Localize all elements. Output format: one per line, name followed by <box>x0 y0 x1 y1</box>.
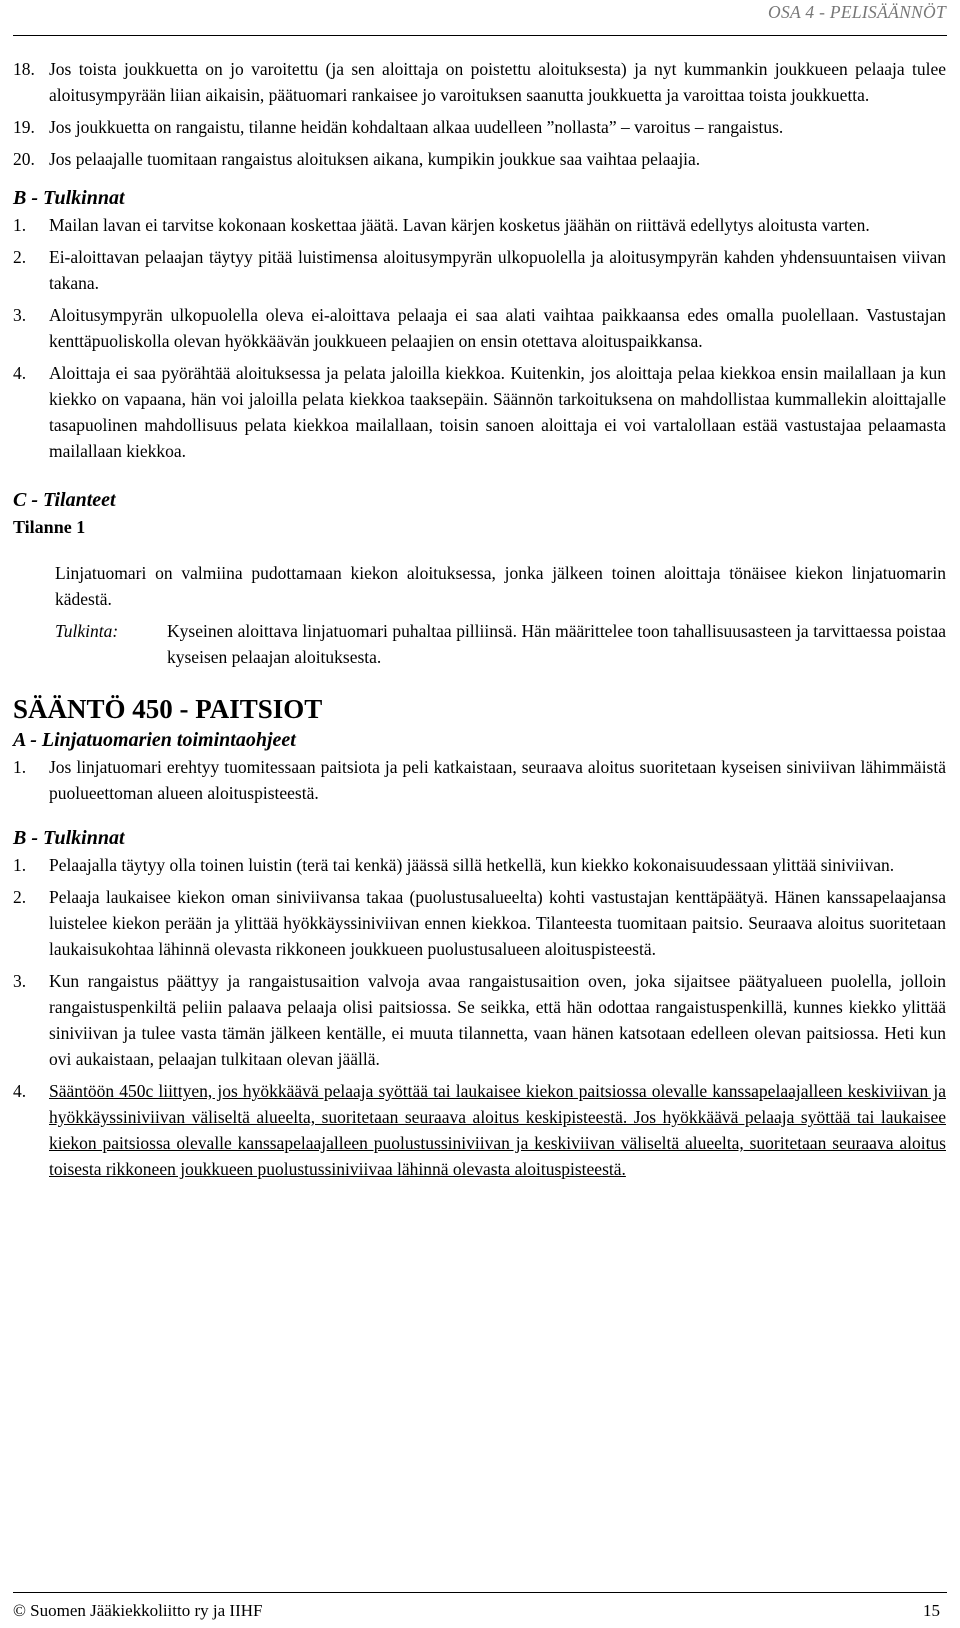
rule-title: SÄÄNTÖ 450 - PAITSIOT <box>13 694 323 724</box>
item-text: Jos joukkuetta on rangaistu, tilanne heidän kohdaltaan alkaa uudelleen ”nollasta” – varoitus – rangaistus. <box>49 117 784 137</box>
item-text: Aloittaja ei saa pyörähtää aloituksessa ja pelata jaloilla kiekkoa. Kuitenkin, jos aloittaja pelaa kiekkoa ensin mailallaan ja kun kiekko on vapaana, hän voi jaloilla pelata kiekkoa taaksepäin. Säännön tarkoituksena on mahdollistaa kummallekin aloittajalle tasapuolinen mahdollisuus pelata kiekkoa mailallaan, toisin sanoen aloittaja ei voi vartalollaan estää vastustajaa pelaamasta mailallaan kiekkoa. <box>49 363 946 461</box>
list-item <box>13 244 946 296</box>
list-item <box>13 754 946 806</box>
page-number: 15 <box>923 1601 940 1620</box>
item-text: Ei-aloittavan pelaajan täytyy pitää luistimensa aloitusympyrän ulkopuolella ja aloitusympyrän kahden yhdensuuntaisen viivan takana. <box>49 247 946 293</box>
section-heading-a: A - Linjatuomarien toimintaohjeet <box>13 729 296 751</box>
section-heading-b: B - Tulkinnat <box>13 187 125 209</box>
item-number: 1. <box>13 215 27 235</box>
interpretation <box>55 618 946 670</box>
interpretation-label: Tulkinta: <box>55 621 119 641</box>
case-text: Linjatuomari on valmiina pudottamaan kiekon aloituksessa, jonka jälkeen toinen aloittaja tönäisee kiekon linjatuomarin kädestä. <box>55 563 946 609</box>
section-heading-c: C - Tilanteet <box>13 489 116 511</box>
list-item <box>13 968 946 1072</box>
item-text: Jos linjatuomari erehtyy tuomitessaan paitsiota ja peli katkaistaan, seuraava aloitus suoritetaan kyseisen siniviivan lähimmäistä puolueettoman alueen aloituspisteestä. <box>49 757 946 803</box>
header-rule <box>13 35 947 36</box>
item-text: Jos toista joukkuetta on jo varoitettu (ja sen aloittaja on poistettu aloituksesta) ja nyt kummankin joukkueen pelaaja tulee aloitusympyrään liian aikaisin, päätuomari rankaisee jo varoituksen saanutta joukkuetta ja varoittaa toista joukkuetta. <box>49 59 946 105</box>
item-number: 2. <box>13 247 27 267</box>
footer-copyright: © Suomen Jääkiekkoliitto ry ja IIHF <box>13 1601 263 1620</box>
page-content <box>13 56 946 1182</box>
item-number: 1. <box>13 757 27 777</box>
footer-rule <box>13 1592 947 1593</box>
item-text-underlined: Sääntöön 450c liittyen, jos hyökkäävä pelaaja syöttää tai laukaisee kiekon paitsiossa olevalle kanssapelaajalleen keskiviivan ja hyökkäyssiniviivan väliseltä alueelta, suoritetaan seuraava aloitus keskipisteestä. Jos hyökkäävä pelaaja syöttää tai laukaisee kiekon paitsiossa olevalle kanssapelaajalleen puolustussiniviivan ja keskiviivan väliseltä alueelta, suoritetaan seuraava aloitus toisesta rikkoneen joukkueen puolustussiniviivaa lähinnä olevasta aloituspisteestä. <box>49 1081 946 1179</box>
list-item <box>13 1078 946 1182</box>
section-heading-b: B - Tulkinnat <box>13 827 125 849</box>
item-number: 20. <box>13 149 35 169</box>
item-text: Pelaajalla täytyy olla toinen luistin (terä tai kenkä) jäässä sillä hetkellä, kun kiekko kokonaisuudessaan ylittää siniviivan. <box>49 855 895 875</box>
item-text: Jos pelaajalle tuomitaan rangaistus aloituksen aikana, kumpikin joukkue saa vaihtaa pelaajia. <box>49 149 701 169</box>
list-item <box>13 852 946 878</box>
item-number: 4. <box>13 1081 27 1101</box>
case-title: Tilanne 1 <box>13 517 86 537</box>
list-item <box>13 884 946 962</box>
interpretation-text: Kyseinen aloittava linjatuomari puhaltaa pilliinsä. Hän määrittelee toon tahallisuusasteen ja tarvittaessa poistaa kyseisen pelaajan aloituksesta. <box>167 621 946 667</box>
item-number: 2. <box>13 887 27 907</box>
running-header: OSA 4 - PELISÄÄNNÖT <box>768 2 946 22</box>
list-item <box>13 212 946 238</box>
item-text: Kun rangaistus päättyy ja rangaistusaition valvoja avaa rangaistusaition oven, joka sijaitsee päätyalueen puolella, jolloin rangaistuspenkiltä peliin palaava pelaaja olisi paitsiossa. Se seikka, että hän odottaa rangaistuspenkillä, kunnes kiekko ylittää siniviivan ja tulee vasta tämän jälkeen kentälle, ei muuta tilannetta, vaan hänen katsotaan edelleen olevan paitsiossa. Heti kun ovi aukaistaan, pelaajan tulkitaan olevan jäällä. <box>49 971 946 1069</box>
list-item <box>13 146 946 172</box>
item-number: 3. <box>13 305 27 325</box>
list-item <box>13 360 946 464</box>
item-number: 1. <box>13 855 27 875</box>
item-number: 18. <box>13 59 35 79</box>
item-text: Aloitusympyrän ulkopuolella oleva ei-aloittava pelaaja ei saa alati vaihtaa paikkaansa edes omalla puolellaan. Vastustajan kenttäpuoliskolla olevan hyökkäävän joukkueen pelaajien on ensin otettava aloituspaikkansa. <box>49 305 946 351</box>
item-text: Pelaaja laukaisee kiekon oman siniviivansa takaa (puolustusalueelta) kohti vastustajan kenttäpäätyä. Hänen kanssapelaajansa luistelee kiekon perään ja ylittää hyökkäyssiniviivan ennen kiekkoa. Tilanteesta tuomitaan paitsio. Seuraava aloitus suoritetaan laukaisukohtaa lähinnä olevasta rikkoneen joukkueen puolustusalueen aloituspisteestä. <box>49 887 946 959</box>
list-item <box>13 56 946 108</box>
item-number: 3. <box>13 971 27 991</box>
item-number: 19. <box>13 117 35 137</box>
list-item <box>13 114 946 140</box>
item-number: 4. <box>13 363 27 383</box>
list-item <box>13 302 946 354</box>
item-text: Mailan lavan ei tarvitse kokonaan koskettaa jäätä. Lavan kärjen kosketus jäähän on riittävä edellytys aloitusta varten. <box>49 215 870 235</box>
